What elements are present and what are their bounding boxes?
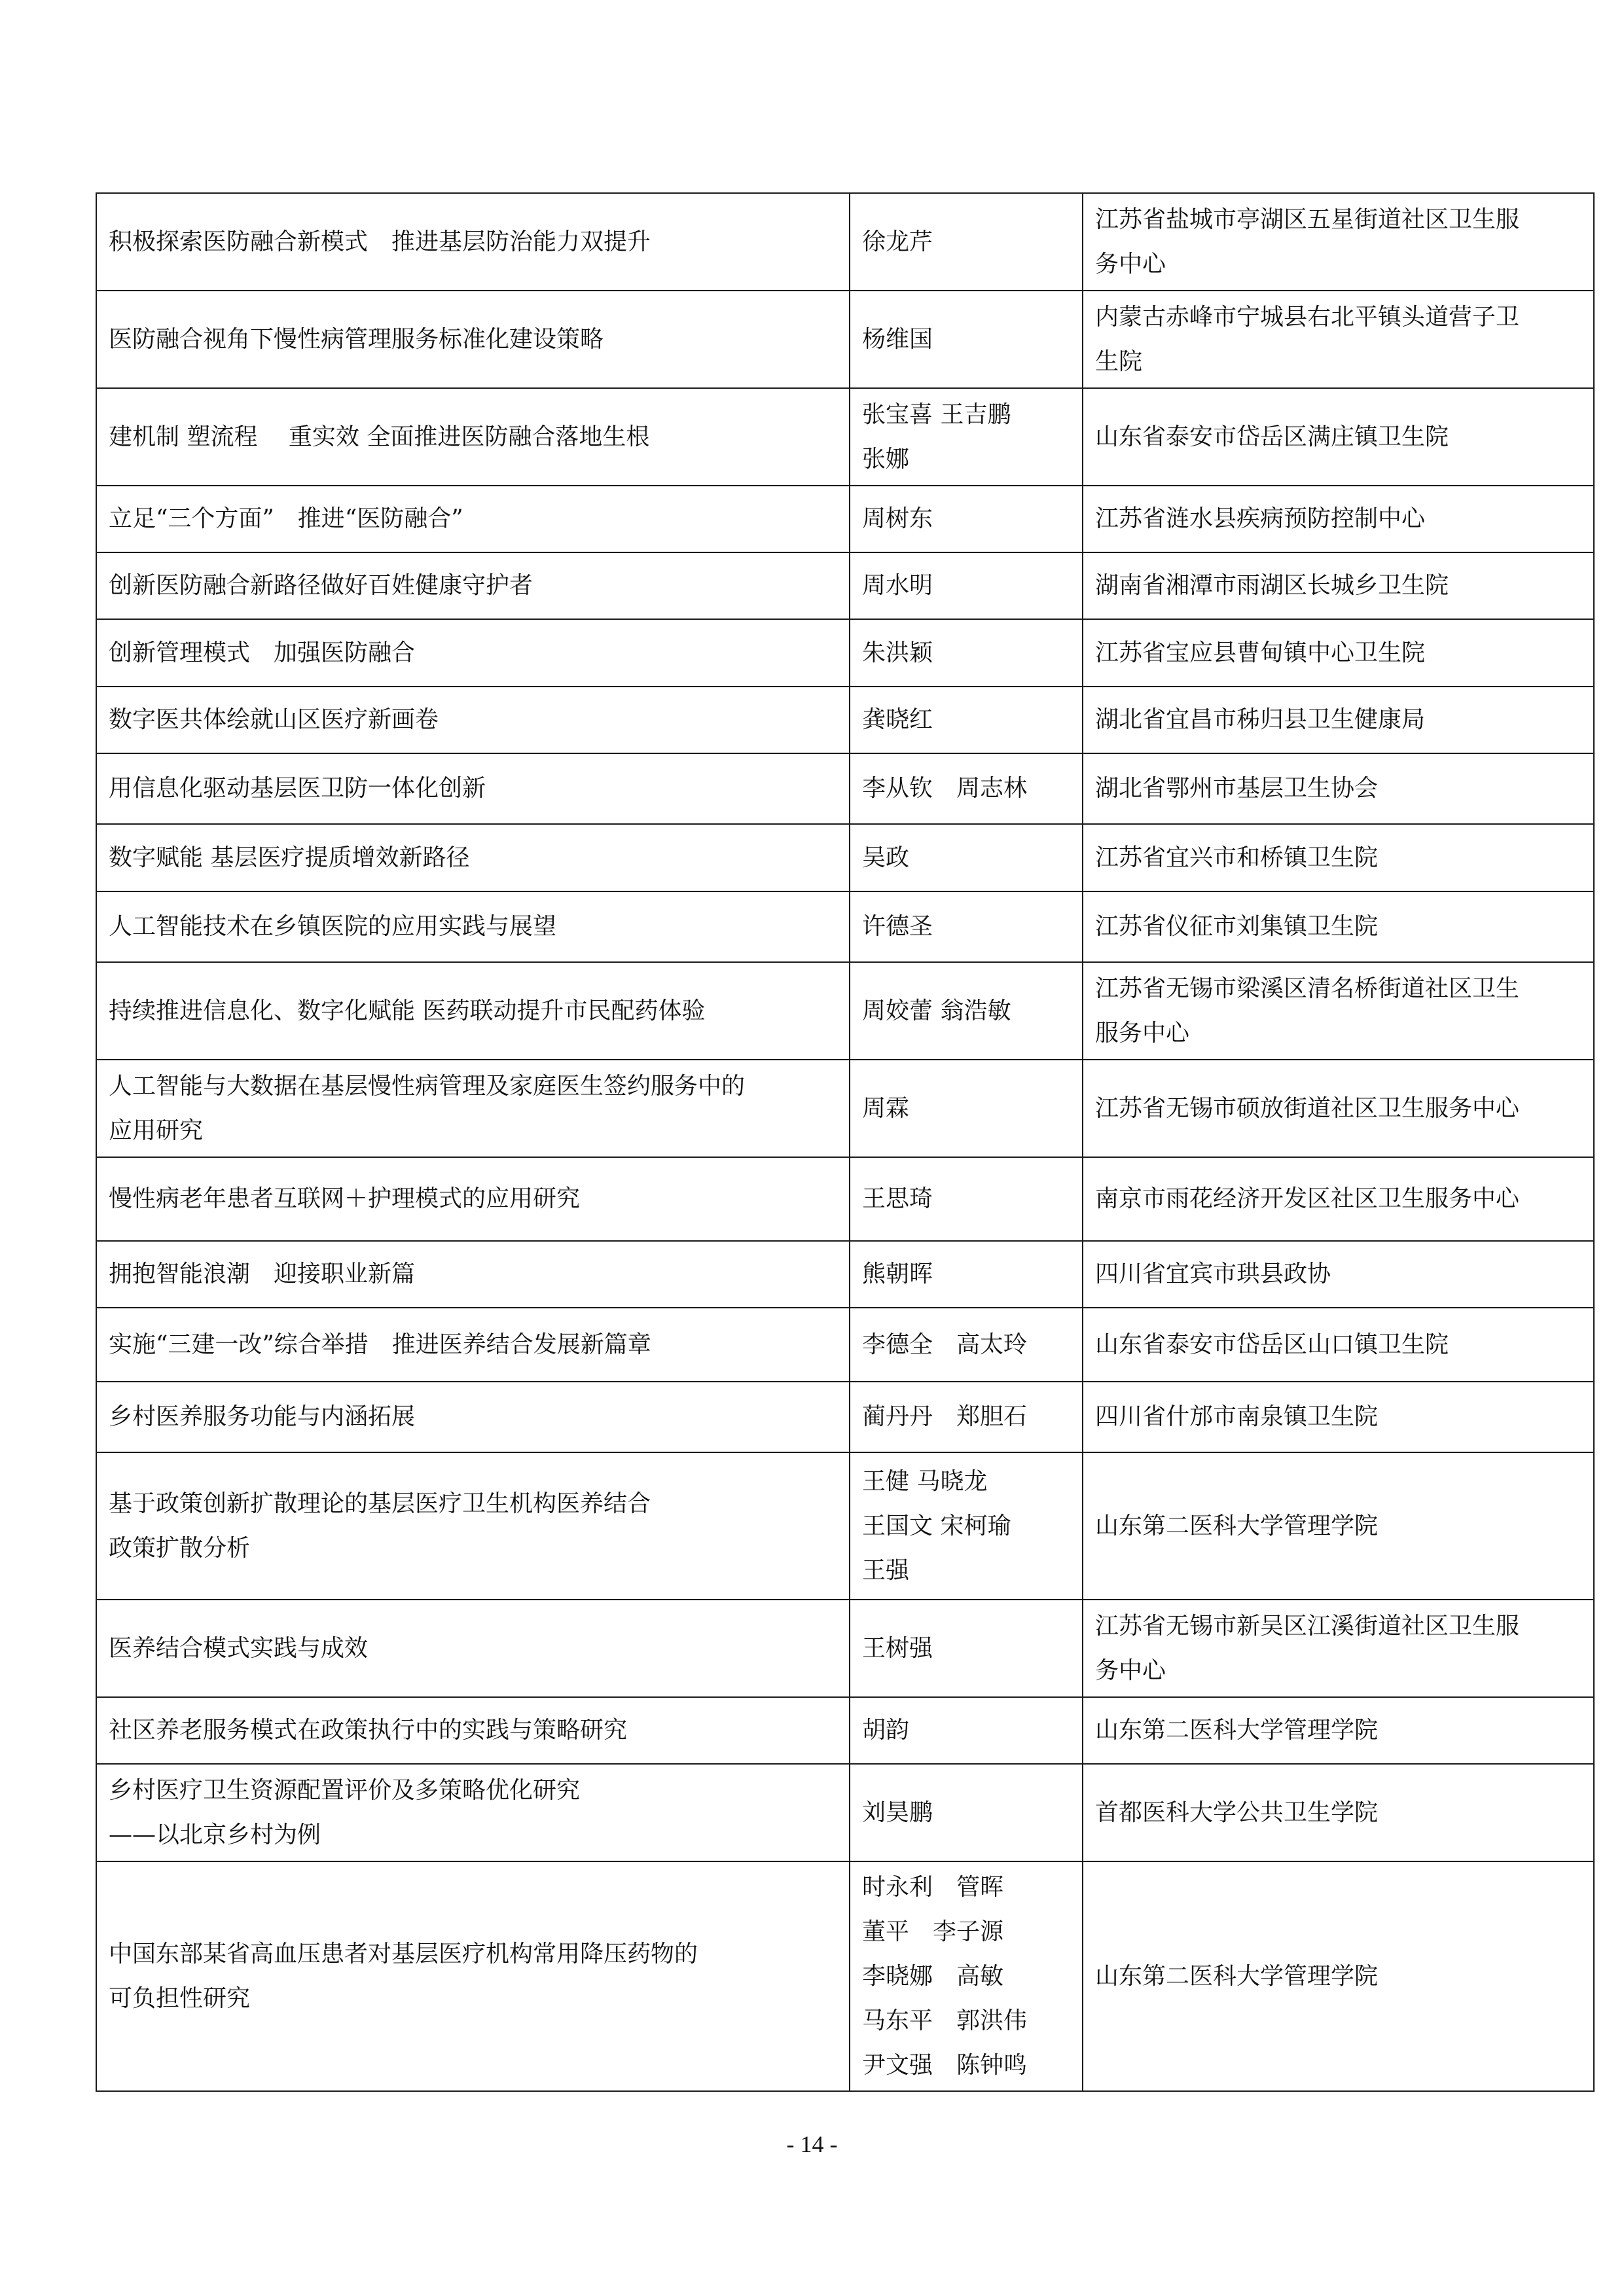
cell-text-line: 江苏省无锡市硕放街道社区卫生服务中心	[1095, 1094, 1520, 1122]
cell-text-line: 吴政	[862, 844, 910, 871]
cell-text-line: 内蒙古赤峰市宁城县右北平镇头道营子卫	[1095, 303, 1520, 331]
organization-cell	[1083, 1157, 1594, 1241]
organization-cell	[1083, 962, 1594, 1060]
organization-cell	[1083, 687, 1594, 753]
page-number: - 14 -	[786, 2131, 838, 2157]
paper-title-cell	[96, 824, 850, 891]
authors-cell	[850, 1764, 1083, 1861]
cell-text-line: 乡村医疗卫生资源配置评价及多策略优化研究	[109, 1776, 581, 1804]
organization-cell	[1083, 1600, 1594, 1697]
cell-text-line: 务中心	[1095, 250, 1166, 278]
authors-cell	[850, 962, 1083, 1060]
authors-cell	[850, 687, 1083, 753]
organization-cell	[1083, 1060, 1594, 1157]
cell-text-line: 首都医科大学公共卫生学院	[1095, 1799, 1379, 1826]
cell-text-line: 基于政策创新扩散理论的基层医疗卫生机构医养结合	[109, 1490, 651, 1517]
cell-text-line: 王健 马晓龙	[862, 1467, 988, 1495]
cell-text-line: 四川省什邡市南泉镇卫生院	[1095, 1403, 1379, 1430]
paper-title-cell	[96, 753, 850, 824]
cell-text-line: 马东平 郭洪伟	[862, 2007, 1028, 2034]
cell-text-line: 江苏省无锡市梁溪区清名桥街道社区卫生	[1095, 975, 1520, 1002]
authors-cell	[850, 486, 1083, 552]
cell-text-line: 王国文 宋柯瑜	[862, 1512, 1011, 1539]
cell-text-line: 朱洪颖	[862, 639, 933, 666]
paper-title-cell	[96, 486, 850, 552]
organization-cell	[1083, 1382, 1594, 1452]
cell-text-line: 周树东	[862, 505, 933, 532]
authors-cell	[850, 1157, 1083, 1241]
cell-text-line: 江苏省无锡市新吴区江溪街道社区卫生服	[1095, 1612, 1520, 1640]
cell-text-line: 江苏省涟水县疾病预防控制中心	[1095, 505, 1426, 532]
cell-text-line: 建机制 塑流程 重实效 全面推进医防融合落地生根	[109, 423, 650, 450]
cell-text-line: 胡韵	[862, 1717, 910, 1744]
cell-text-line: 积极探索医防融合新模式 推进基层防治能力双提升	[109, 228, 651, 255]
cell-text-line: 时永利 管晖	[862, 1873, 1004, 1901]
cell-text-line: 可负担性研究	[109, 1984, 251, 2012]
table-row	[96, 824, 1594, 891]
cell-text-line: 徐龙芹	[862, 228, 933, 255]
organization-cell	[1083, 291, 1594, 388]
cell-text-line: 李从钦 周志林	[862, 775, 1028, 802]
cell-text-line: 拥抱智能浪潮 迎接职业新篇	[109, 1261, 416, 1287]
cell-text-line: 社区养老服务模式在政策执行中的实践与策略研究	[109, 1717, 628, 1744]
cell-text-line: 李晓娜 高敏	[862, 1962, 1004, 1990]
cell-text-line: 刘昊鹏	[862, 1799, 933, 1826]
cell-text-line: 张宝喜 王吉鹏	[862, 401, 1011, 428]
cell-text-line: 熊朝晖	[862, 1261, 933, 1287]
cell-text-line: 创新医防融合新路径做好百姓健康守护者	[109, 572, 533, 599]
cell-text-line: 实施“三建一改”综合举措 推进医养结合发展新篇章	[109, 1331, 651, 1358]
organization-cell	[1083, 388, 1594, 486]
organization-cell	[1083, 891, 1594, 962]
cell-text-line: 董平 李子源	[862, 1918, 1004, 1945]
table-row	[96, 962, 1594, 1060]
cell-text-line: 江苏省宝应县曹甸镇中心卫生院	[1095, 639, 1426, 666]
cell-text-line: 王树强	[862, 1634, 933, 1662]
cell-text-line: 四川省宜宾市珙县政协	[1095, 1261, 1331, 1287]
paper-title-cell	[96, 552, 850, 619]
table-row	[96, 552, 1594, 619]
authors-cell	[850, 824, 1083, 891]
table-row	[96, 1308, 1594, 1382]
table-row	[96, 291, 1594, 388]
authors-cell	[850, 753, 1083, 824]
table-row	[96, 193, 1594, 291]
organization-cell	[1083, 619, 1594, 687]
cell-text-line: 周霖	[862, 1094, 910, 1122]
authors-cell	[850, 891, 1083, 962]
cell-text-line: 江苏省宜兴市和桥镇卫生院	[1095, 844, 1379, 871]
paper-title-cell	[96, 1157, 850, 1241]
cell-text-line: 江苏省仪征市刘集镇卫生院	[1095, 913, 1379, 940]
cell-text-line: 周水明	[862, 572, 933, 599]
paper-title-cell	[96, 388, 850, 486]
authors-cell	[850, 1861, 1083, 2091]
table-row	[96, 687, 1594, 753]
paper-title-cell	[96, 1308, 850, 1382]
organization-cell	[1083, 1452, 1594, 1600]
cell-text-line: 杨维国	[862, 325, 933, 353]
cell-text-line: 山东省泰安市岱岳区山口镇卫生院	[1095, 1331, 1449, 1358]
table-row	[96, 486, 1594, 552]
organization-cell	[1083, 1764, 1594, 1861]
cell-text-line: 人工智能与大数据在基层慢性病管理及家庭医生签约服务中的	[109, 1072, 746, 1100]
paper-title-cell	[96, 193, 850, 291]
cell-text-line: 应用研究	[109, 1117, 204, 1144]
cell-text-line: 慢性病老年患者互联网＋护理模式的应用研究	[109, 1185, 581, 1212]
paper-title-cell	[96, 1060, 850, 1157]
cell-text-line: 数字赋能 基层医疗提质增效新路径	[109, 844, 470, 871]
cell-text-line: 山东第二医科大学管理学院	[1095, 1962, 1379, 1990]
authors-cell	[850, 1600, 1083, 1697]
table-row	[96, 388, 1594, 486]
cell-text-line: 政策扩散分析	[109, 1534, 251, 1562]
authors-cell	[850, 1308, 1083, 1382]
cell-text-line: 湖北省宜昌市秭归县卫生健康局	[1095, 706, 1426, 733]
cell-text-line: 蔺丹丹 郑胆石	[862, 1403, 1028, 1430]
organization-cell	[1083, 486, 1594, 552]
cell-text-line: 王强	[862, 1556, 910, 1584]
paper-title-cell	[96, 891, 850, 962]
cell-text-line: 龚晓红	[862, 706, 933, 733]
cell-text-line: 乡村医养服务功能与内涵拓展	[109, 1403, 416, 1430]
authors-cell	[850, 193, 1083, 291]
table-row	[96, 1157, 1594, 1241]
awards-table	[96, 192, 1595, 2092]
paper-title-cell	[96, 687, 850, 753]
cell-text-line: 中国东部某省高血压患者对基层医疗机构常用降压药物的	[109, 1940, 698, 1967]
paper-title-cell	[96, 1861, 850, 2091]
cell-text-line: 李德全 高太玲	[862, 1331, 1028, 1358]
paper-title-cell	[96, 1600, 850, 1697]
organization-cell	[1083, 753, 1594, 824]
cell-text-line: 张娜	[862, 445, 910, 473]
cell-text-line: 务中心	[1095, 1657, 1166, 1684]
table-row	[96, 1764, 1594, 1861]
paper-title-cell	[96, 1382, 850, 1452]
cell-text-line: 用信息化驱动基层医卫防一体化创新	[109, 775, 486, 802]
authors-cell	[850, 619, 1083, 687]
paper-title-cell	[96, 1764, 850, 1861]
cell-text-line: 创新管理模式 加强医防融合	[109, 639, 416, 666]
table-row	[96, 753, 1594, 824]
authors-cell	[850, 1241, 1083, 1308]
cell-text-line: 持续推进信息化、数字化赋能 医药联动提升市民配药体验	[109, 997, 706, 1024]
cell-text-line: 生院	[1095, 348, 1143, 375]
organization-cell	[1083, 552, 1594, 619]
table-row	[96, 1241, 1594, 1308]
authors-cell	[850, 552, 1083, 619]
table-row	[96, 1600, 1594, 1697]
authors-cell	[850, 1382, 1083, 1452]
organization-cell	[1083, 193, 1594, 291]
cell-text-line: 数字医共体绘就山区医疗新画卷	[109, 706, 439, 733]
table-row	[96, 1060, 1594, 1157]
paper-title-cell	[96, 962, 850, 1060]
cell-text-line: 山东第二医科大学管理学院	[1095, 1512, 1379, 1539]
cell-text-line: 立足“三个方面” 推进“医防融合”	[109, 505, 463, 532]
authors-cell	[850, 1697, 1083, 1764]
cell-text-line: 周姣蕾 翁浩敏	[862, 997, 1011, 1024]
cell-text-line: 江苏省盐城市亭湖区五星街道社区卫生服	[1095, 206, 1520, 233]
cell-text-line: ——以北京乡村为例	[109, 1821, 321, 1848]
authors-cell	[850, 388, 1083, 486]
authors-cell	[850, 291, 1083, 388]
paper-title-cell	[96, 291, 850, 388]
cell-text-line: 医防融合视角下慢性病管理服务标准化建设策略	[109, 325, 604, 353]
table-row	[96, 619, 1594, 687]
cell-text-line: 湖北省鄂州市基层卫生协会	[1095, 775, 1379, 802]
organization-cell	[1083, 824, 1594, 891]
paper-title-cell	[96, 1697, 850, 1764]
organization-cell	[1083, 1697, 1594, 1764]
paper-title-cell	[96, 1452, 850, 1600]
table-row	[96, 1382, 1594, 1452]
cell-text-line: 人工智能技术在乡镇医院的应用实践与展望	[109, 913, 557, 940]
organization-cell	[1083, 1241, 1594, 1308]
authors-cell	[850, 1452, 1083, 1600]
cell-text-line: 医养结合模式实践与成效	[109, 1634, 369, 1662]
cell-text-line: 王思琦	[862, 1185, 933, 1212]
cell-text-line: 山东省泰安市岱岳区满庄镇卫生院	[1095, 423, 1449, 450]
cell-text-line: 服务中心	[1095, 1019, 1190, 1047]
table-row	[96, 891, 1594, 962]
cell-text-line: 尹文强 陈钟鸣	[862, 2051, 1028, 2079]
cell-text-line: 南京市雨花经济开发区社区卫生服务中心	[1095, 1185, 1520, 1212]
table-body	[96, 193, 1594, 2091]
organization-cell	[1083, 1861, 1594, 2091]
cell-text-line: 许德圣	[862, 913, 933, 940]
table-row	[96, 1697, 1594, 1764]
authors-cell	[850, 1060, 1083, 1157]
table-row	[96, 1861, 1594, 2091]
paper-title-cell	[96, 619, 850, 687]
paper-title-cell	[96, 1241, 850, 1308]
cell-text-line: 湖南省湘潭市雨湖区长城乡卫生院	[1095, 572, 1449, 599]
organization-cell	[1083, 1308, 1594, 1382]
cell-text-line: 山东第二医科大学管理学院	[1095, 1717, 1379, 1744]
table-row	[96, 1452, 1594, 1600]
